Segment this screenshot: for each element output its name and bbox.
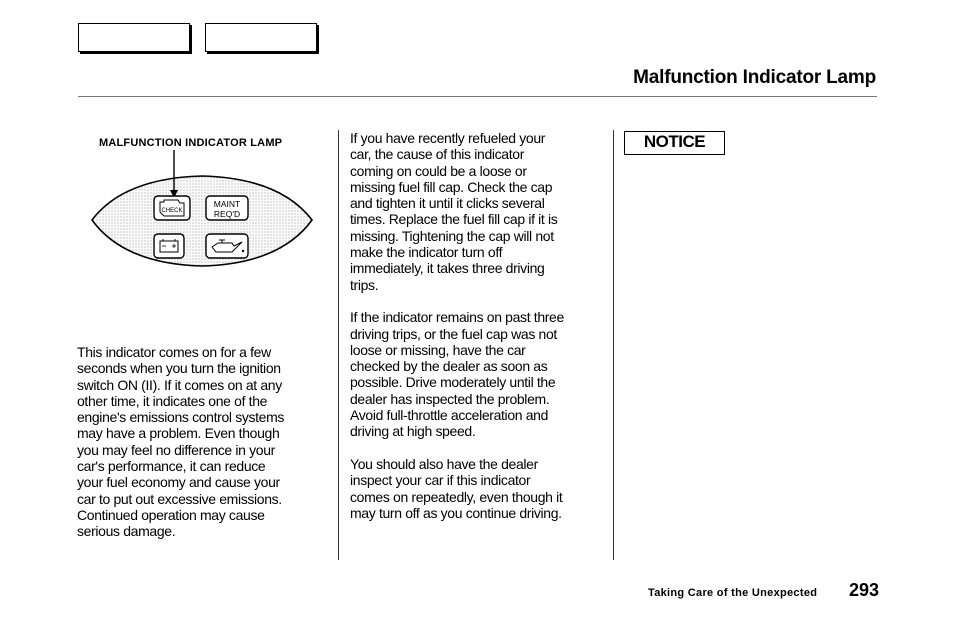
text-line: may have a problem. Even though [77, 425, 280, 442]
page-number: 293 [849, 580, 880, 600]
text-line: comes on repeatedly, even though it [350, 488, 563, 505]
indicator-panel-diagram [84, 150, 320, 280]
text-line: car, the cause of this indicator [350, 146, 525, 163]
text-line: immediately, it takes three driving [350, 260, 545, 277]
oil-pressure-lamp-icon [206, 234, 248, 258]
battery-lamp-icon [154, 234, 184, 258]
notice-label: NOTICE [624, 131, 725, 155]
figure-caption: MALFUNCTION INDICATOR LAMP [99, 137, 283, 149]
maint-label-1: MAINT [213, 199, 241, 209]
text-line: If you have recently refueled your [350, 130, 546, 146]
footer-section-title: Taking Care of the Unexpected [648, 587, 818, 599]
check-engine-lamp-icon [154, 196, 190, 220]
text-line: inspect your car if this indicator [350, 472, 531, 489]
text-line: seconds when you turn the ignition [77, 360, 281, 377]
text-line: missing fuel fill cap. Check the cap [350, 178, 553, 195]
text-line: make the indicator turn off [350, 244, 503, 261]
text-line: you may feel no difference in your [77, 441, 275, 458]
intro-paragraph [77, 344, 284, 540]
maint-reqd-lamp-icon [206, 196, 248, 220]
panel-outline [92, 176, 312, 266]
text-line: This indicator comes on for a few [77, 344, 271, 360]
column-divider-1 [338, 130, 339, 560]
text-line: engine's emissions control systems [77, 409, 285, 426]
text-line: switch ON (II). If it comes on at any [77, 376, 282, 393]
text-line: trips. [350, 276, 379, 293]
page-title: Malfunction Indicator Lamp [633, 67, 876, 88]
text-line: If the indicator remains on past three [350, 309, 564, 326]
nav-button-1[interactable] [78, 23, 190, 52]
text-line: checked by the dealer as soon as [350, 358, 548, 375]
dealer-check-paragraph [350, 309, 564, 439]
text-line: driving trips, or the fuel cap was not [350, 325, 557, 342]
nav-button-2[interactable] [205, 23, 317, 52]
text-line: times. Replace the fuel fill cap if it is [350, 211, 558, 228]
text-line: possible. Drive moderately until the [350, 374, 556, 391]
text-line: Continued operation may cause [77, 506, 265, 523]
text-line: and tighten it until it clicks several [350, 195, 545, 212]
repeat-inspection-paragraph [350, 456, 564, 521]
text-line: car's performance, it can reduce [77, 458, 266, 475]
text-line: may turn off as you continue driving. [350, 504, 562, 521]
text-line: serious damage. [77, 523, 176, 540]
fuel-cap-paragraph [350, 130, 564, 293]
text-line: car to put out excessive emissions. [77, 490, 282, 507]
text-line: loose or missing, have the car [350, 341, 526, 358]
text-line: driving at high speed. [350, 423, 476, 440]
text-line: coming on could be a loose or [350, 162, 527, 179]
title-divider [78, 96, 877, 97]
column-divider-2 [613, 130, 614, 560]
maint-label-2: REQ'D [213, 209, 241, 219]
text-line: other time, it indicates one of the [77, 392, 268, 409]
text-line: missing. Tightening the cap will not [350, 227, 554, 244]
check-label: CHECK [161, 208, 183, 214]
text-line: your fuel economy and cause your [77, 474, 280, 491]
text-line: Avoid full-throttle acceleration and [350, 407, 549, 424]
text-line: dealer has inspected the problem. [350, 390, 550, 407]
fuel-cap-section [350, 130, 564, 521]
text-line: You should also have the dealer [350, 455, 538, 472]
